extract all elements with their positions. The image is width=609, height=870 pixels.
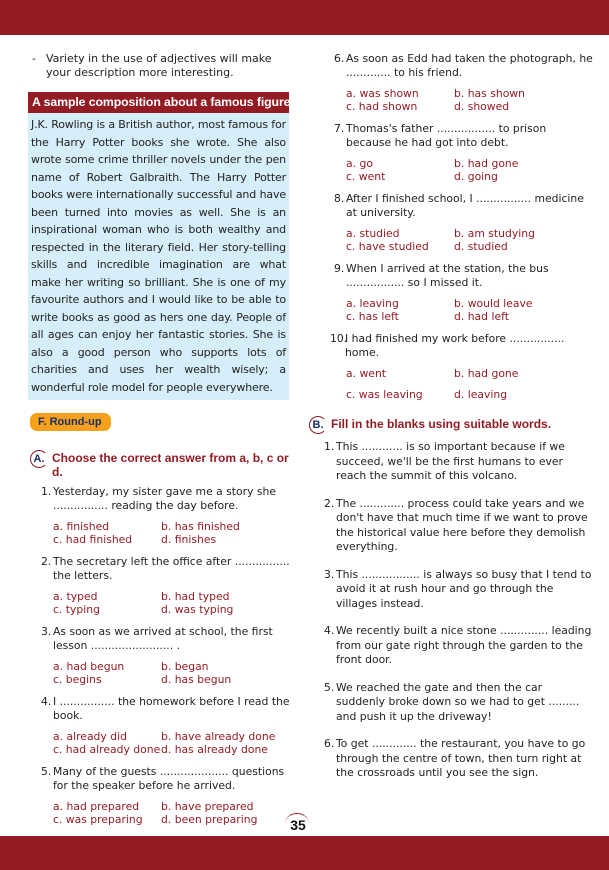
- composition-title: A sample composition about a famous figure.: [28, 92, 289, 113]
- question-b5: [324, 681, 593, 725]
- question-text: This ................. is always so busy that I tend to avoid it at rush hour and go through the villages instead.: [336, 567, 592, 610]
- header-band: [0, 0, 609, 35]
- section-b-heading: [309, 417, 593, 434]
- question-b4: [324, 624, 593, 668]
- option-d[interactable]: d. studied: [454, 240, 508, 253]
- question-a4: [30, 695, 292, 756]
- question-number: 1.: [324, 440, 335, 453]
- question-text: This ............ is so important because if we succeed, we'll be the first humans to ever reach the summit of this volcano.: [336, 440, 565, 482]
- option-c[interactable]: c. typing: [53, 603, 100, 616]
- option-a[interactable]: a. already did: [53, 730, 127, 743]
- section-a-letter: A.: [30, 450, 48, 468]
- option-b[interactable]: b. have already done: [161, 730, 276, 743]
- composition-body: J.K. Rowling is a British author, most famous for the Harry Potter books she wrote. She also wrote some crime thriller novels under the pen name of Robert Galbraith. The Harry Potter books were internationally successful and have been turned into movies as well. She is an inspirational woman who is both wealthy and respected in the literary field. Her story-telling skills and incredible imagination are what make her writing so brilliant. She is one of my favourite authors and I would like to be able to write books as good as hers one day. People of all ages can enjoy her fantastic stories. She is also a good person who supports lots of charities and uses her wealth wisely; a wonderful role model for people everywhere.: [28, 113, 289, 400]
- option-d[interactable]: d. leaving: [454, 388, 508, 401]
- question-number: 6.: [324, 737, 335, 750]
- question-text: I had finished my work before ................ home.: [345, 332, 565, 359]
- question-text: As soon as we arrived at school, the first lesson ........................ .: [53, 625, 273, 652]
- option-d[interactable]: d. been preparing: [161, 813, 258, 826]
- question-text: Many of the guests .................... questions for the speaker before he arrived.: [53, 765, 285, 792]
- option-d[interactable]: d. was typing: [161, 603, 234, 616]
- question-number: 4.: [324, 624, 335, 637]
- question-text: Thomas's father ................. to prison because he had got into debt.: [346, 122, 547, 149]
- option-a[interactable]: a. go: [346, 157, 373, 170]
- page-number-arc: [285, 813, 309, 834]
- question-number: 10.: [330, 332, 348, 345]
- question-text: We reached the gate and then the car suddenly broke down so we had to get ......... and push it up the driveway!: [336, 680, 580, 723]
- option-d[interactable]: d. had left: [454, 310, 509, 323]
- question-number: 8.: [334, 192, 345, 205]
- option-c[interactable]: c. had shown: [346, 100, 418, 113]
- option-c[interactable]: c. has left: [346, 310, 399, 323]
- left-column: [30, 52, 292, 826]
- option-c[interactable]: c. had finished: [53, 533, 133, 546]
- option-d[interactable]: d. has already done: [161, 743, 268, 756]
- section-b-letter: B.: [309, 416, 327, 434]
- option-b[interactable]: b. has shown: [454, 87, 525, 100]
- question-a9: [323, 262, 593, 323]
- question-number: 2.: [41, 555, 52, 568]
- question-number: 5.: [41, 765, 52, 778]
- page-number: [285, 813, 311, 835]
- option-a[interactable]: a. went: [346, 367, 387, 380]
- question-a6: [323, 52, 593, 113]
- option-c[interactable]: c. went: [346, 170, 386, 183]
- question-text: To get ............. the restaurant, you have to go through the centre of town, then turn right at the crossroads until you see the sign.: [336, 737, 586, 779]
- question-number: 5.: [324, 680, 335, 694]
- question-text: The secretary left the office after ................ the letters.: [53, 555, 290, 582]
- question-number: 7.: [334, 122, 345, 135]
- option-c[interactable]: c. had already done: [53, 743, 161, 756]
- question-a1: [30, 485, 292, 546]
- option-a[interactable]: a. finished: [53, 520, 110, 533]
- question-text: We recently built a nice stone .............. leading from our gate right through the garden to the front door.: [336, 624, 592, 666]
- question-text: When I arrived at the station, the bus ................. so I missed it.: [346, 262, 549, 289]
- section-a-heading: [30, 451, 292, 479]
- footer-band: [0, 836, 609, 870]
- question-b3: [324, 568, 593, 612]
- question-number: 1.: [41, 485, 52, 498]
- option-c[interactable]: c. was preparing: [53, 813, 143, 826]
- question-a2: [30, 555, 292, 616]
- option-a[interactable]: a. had prepared: [53, 800, 140, 813]
- roundup-badge: F. Round-up: [30, 413, 111, 431]
- question-text: The ............. process could take years and we don't have that much time if we want to prove the historical value here before they demolish everything.: [336, 496, 588, 553]
- question-number: 9.: [334, 262, 345, 275]
- option-b[interactable]: b. began: [161, 660, 209, 673]
- question-number: 3.: [41, 625, 52, 638]
- option-d[interactable]: d. has begun: [161, 673, 232, 686]
- tip-bullet: -: [32, 52, 36, 65]
- option-d[interactable]: d. going: [454, 170, 498, 183]
- option-a[interactable]: a. studied: [346, 227, 400, 240]
- option-a[interactable]: a. had begun: [53, 660, 125, 673]
- right-column: [312, 52, 593, 781]
- question-a3: [30, 625, 292, 686]
- page-number-text: 35: [290, 817, 306, 833]
- option-b[interactable]: b. had gone: [454, 157, 519, 170]
- question-b2: [324, 497, 593, 555]
- section-b-title: Fill in the blanks using suitable words.: [331, 417, 552, 431]
- question-a5: [30, 765, 292, 826]
- question-a10: [323, 332, 593, 401]
- option-c[interactable]: c. begins: [53, 673, 102, 686]
- question-number: 4.: [41, 695, 52, 708]
- question-text: As soon as Edd had taken the photograph, he ............. to his friend.: [346, 52, 593, 79]
- question-b6: [324, 737, 593, 781]
- option-b[interactable]: b. had typed: [161, 590, 230, 603]
- option-a[interactable]: a. was shown: [346, 87, 419, 100]
- option-d[interactable]: d. finishes: [161, 533, 217, 546]
- question-b1: [324, 440, 593, 484]
- option-b[interactable]: b. would leave: [454, 297, 533, 310]
- question-text: After I finished school, I ................ medicine at university.: [346, 192, 584, 219]
- option-b[interactable]: b. am studying: [454, 227, 535, 240]
- option-b[interactable]: b. have prepared: [161, 800, 254, 813]
- section-a-title: Choose the correct answer from a, b, c or d.: [52, 451, 289, 479]
- question-text: I ................ the homework before I read the book.: [53, 695, 290, 722]
- option-c[interactable]: c. have studied: [346, 240, 429, 253]
- question-number: 3.: [324, 567, 335, 581]
- option-c[interactable]: c. was leaving: [346, 388, 423, 401]
- question-a7: [323, 122, 593, 183]
- option-b[interactable]: b. had gone: [454, 367, 519, 380]
- tip-text: Variety in the use of adjectives will make your description more interesting.: [46, 52, 272, 79]
- question-number: 2.: [324, 496, 335, 510]
- option-b[interactable]: b. has finished: [161, 520, 240, 533]
- question-text: Yesterday, my sister gave me a story she ................ reading the day before.: [53, 485, 277, 512]
- option-d[interactable]: d. showed: [454, 100, 510, 113]
- writing-tip: [30, 52, 292, 80]
- option-a[interactable]: a. leaving: [346, 297, 399, 310]
- question-a8: [323, 192, 593, 253]
- question-number: 6.: [334, 52, 345, 65]
- option-a[interactable]: a. typed: [53, 590, 98, 603]
